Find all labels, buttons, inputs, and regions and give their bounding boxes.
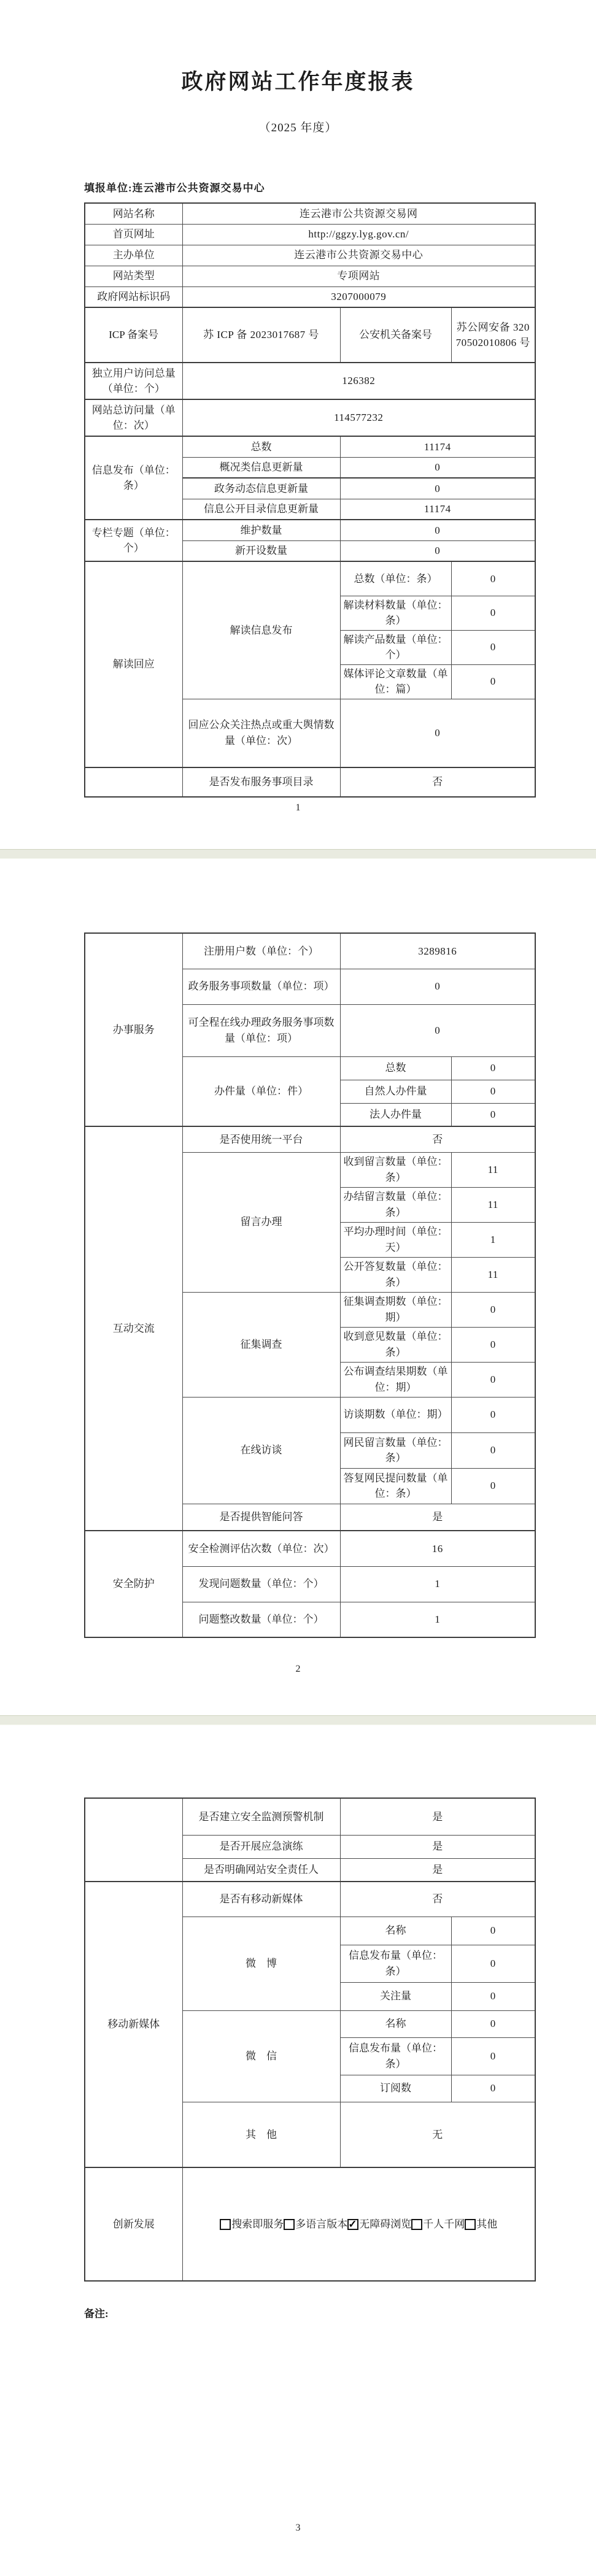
row-label: 主办单位: [85, 245, 182, 266]
row-label: 媒体评论文章数量（单位：篇）: [340, 664, 451, 699]
row-value: 11: [451, 1257, 535, 1292]
row-label: 是否有移动新媒体: [182, 1882, 340, 1917]
row-value: 否: [340, 1126, 535, 1152]
row-value: 是: [340, 1798, 535, 1835]
row-value: 0: [451, 1945, 535, 1982]
row-label: 解读材料数量（单位：条）: [340, 596, 451, 630]
row-label: 是否开展应急演练: [182, 1835, 340, 1858]
row-label: 政府网站标识码: [85, 286, 182, 307]
report-table-page3: [84, 1797, 536, 2282]
row-value: 1: [340, 1602, 535, 1637]
row-value: 0: [451, 1397, 535, 1432]
table-row: [85, 224, 535, 245]
row-value: 0: [340, 457, 535, 478]
row-label: 独立用户访问总量（单位：个）: [85, 363, 182, 399]
innovation-checkbox-3[interactable]: [411, 2219, 422, 2230]
row-value: 11: [451, 1187, 535, 1222]
row-label: 总数: [340, 1056, 451, 1080]
group-label-interpret-publish: 解读信息发布: [182, 561, 340, 699]
row-label: 关注量: [340, 1982, 451, 2010]
table-row: [85, 933, 535, 969]
innovation-option-2: [347, 2217, 411, 2232]
row-value: 11174: [340, 436, 535, 457]
row-label: 答复网民提问数量（单位：条）: [340, 1468, 451, 1504]
row-value: 是: [340, 1858, 535, 1882]
innovation-option-label: 无障碍浏览: [359, 2218, 412, 2230]
row-value: 0: [340, 520, 535, 540]
row-value: 0: [340, 540, 535, 561]
row-label: 征集调查期数（单位：期）: [340, 1292, 451, 1327]
row-value: 0: [451, 1292, 535, 1327]
report-page-3: [0, 1725, 596, 2576]
row-label: 订阅数: [340, 2075, 451, 2102]
row-value: 3207000079: [182, 286, 535, 307]
section-label-innovation: 创新发展: [85, 2167, 182, 2281]
table-row: [85, 286, 535, 307]
row-value: 否: [340, 1882, 535, 1917]
innovation-checkbox-2[interactable]: [347, 2219, 358, 2230]
section-label-service: 办事服务: [85, 933, 182, 1126]
row-label: 信息发布量（单位：条）: [340, 2037, 451, 2075]
row-value: 0: [451, 1917, 535, 1945]
row-value: http://ggzy.lyg.gov.cn/: [182, 224, 535, 245]
report-page-1: [0, 0, 596, 849]
row-value: 无: [340, 2102, 535, 2167]
row-label: 问题整改数量（单位：个）: [182, 1602, 340, 1637]
row-label: 名称: [340, 1917, 451, 1945]
table-row: [85, 1882, 535, 1917]
row-label: 访谈期数（单位：期）: [340, 1397, 451, 1432]
group-label-cases: 办件量（单位：件）: [182, 1056, 340, 1126]
row-value: 126382: [182, 363, 535, 399]
table-row: [85, 399, 535, 436]
table-row: [85, 561, 535, 596]
empty-section-cell: [85, 767, 182, 797]
innovation-option-4: [465, 2217, 497, 2232]
innovation-options-cell: [182, 2167, 535, 2281]
table-row: [85, 1531, 535, 1566]
innovation-option-label: 多语言版本: [295, 2218, 348, 2230]
innovation-checkbox-0[interactable]: [220, 2219, 231, 2230]
table-row: [85, 767, 535, 797]
row-label: 法人办件量: [340, 1103, 451, 1126]
row-value: 连云港市公共资源交易网: [182, 203, 535, 224]
row-value: 是: [340, 1504, 535, 1531]
innovation-option-label: 其他: [476, 2218, 498, 2230]
row-label: 是否使用统一平台: [182, 1126, 340, 1152]
row-value: 专项网站: [182, 266, 535, 286]
row-label: 网站总访问量（单位：次）: [85, 399, 182, 436]
report-year-subtitle: （2025 年度）: [258, 121, 338, 134]
innovation-options: [185, 2217, 533, 2232]
page-separator: [0, 1715, 596, 1725]
row-value: 0: [451, 2075, 535, 2102]
row-value: 0: [451, 1362, 535, 1397]
row-label: 公开答复数量（单位：条）: [340, 1257, 451, 1292]
row-label: 新开设数量: [182, 540, 340, 561]
page-separator: [0, 849, 596, 859]
row-label: 网站类型: [85, 266, 182, 286]
row-value: 114577232: [182, 399, 535, 436]
row-value: 否: [340, 767, 535, 797]
table-row: [85, 203, 535, 224]
row-value: 0: [340, 1004, 535, 1056]
report-table-page1: [84, 202, 536, 798]
innovation-option-0: [220, 2217, 284, 2232]
row-value: 11: [451, 1152, 535, 1187]
row-label: 信息公开目录信息更新量: [182, 499, 340, 520]
table-row: [85, 1798, 535, 1835]
row-label: 是否建立安全监测预警机制: [182, 1798, 340, 1835]
section-label-security: 安全防护: [85, 1531, 182, 1637]
table-row-icp: [85, 307, 535, 363]
row-label: 是否发布服务事项目录: [182, 767, 340, 797]
group-label-wechat: 微 信: [182, 2010, 340, 2102]
row-label: 是否明确网站安全责任人: [182, 1858, 340, 1882]
innovation-checkbox-1[interactable]: [284, 2219, 295, 2230]
section-label-info-publish: 信息发布（单位：条）: [85, 436, 182, 520]
row-label: 名称: [340, 2010, 451, 2037]
row-value: 连云港市公共资源交易中心: [182, 245, 535, 266]
row-label: 概况类信息更新量: [182, 457, 340, 478]
row-value: 0: [451, 1056, 535, 1080]
table-row: [85, 266, 535, 286]
table-row: [85, 363, 535, 399]
row-label: 首页网址: [85, 224, 182, 245]
row-label: ICP 备案号: [85, 307, 182, 363]
group-label-survey: 征集调查: [182, 1292, 340, 1397]
row-label: 网民留言数量（单位：条）: [340, 1432, 451, 1468]
row-value: 0: [451, 1432, 535, 1468]
row-value: 0: [451, 1327, 535, 1362]
section-label-mobile: 移动新媒体: [85, 1882, 182, 2167]
table-row: [85, 2167, 535, 2281]
row-value: 0: [451, 1982, 535, 2010]
row-label: 收到留言数量（单位：条）: [340, 1152, 451, 1187]
icp-number: 苏 ICP 备 2023017687 号: [182, 307, 340, 363]
reporting-unit-label: 填报单位:连云港市公共资源交易中心: [84, 182, 265, 194]
row-value: 0: [340, 478, 535, 499]
notes-label: 备注:: [84, 2308, 109, 2320]
page-title: 政府网站工作年度报表: [181, 70, 415, 94]
row-value: 0: [451, 561, 535, 596]
row-value: 0: [451, 1468, 535, 1504]
row-value: 0: [451, 630, 535, 664]
table-row: [85, 436, 535, 457]
report-page-2: [0, 859, 596, 1715]
page-number-3: 3: [295, 2523, 301, 2533]
row-label: 收到意见数量（单位：条）: [340, 1327, 451, 1362]
row-label: 注册用户数（单位：个）: [182, 933, 340, 969]
innovation-option-label: 千人千网: [423, 2218, 465, 2230]
table-row: [85, 1126, 535, 1152]
row-label: 政务动态信息更新量: [182, 478, 340, 499]
row-value: 0: [451, 664, 535, 699]
group-label-weibo: 微 博: [182, 1917, 340, 2010]
row-label: 网站名称: [85, 203, 182, 224]
row-value: 0: [451, 1080, 535, 1103]
row-value: 0: [340, 969, 535, 1004]
row-label: 是否提供智能问答: [182, 1504, 340, 1531]
innovation-option-1: [284, 2217, 347, 2232]
row-label: 发现问题数量（单位：个）: [182, 1566, 340, 1602]
row-label: 政务服务事项数量（单位：项）: [182, 969, 340, 1004]
row-label: 公布调查结果期数（单位：期）: [340, 1362, 451, 1397]
table-row: [85, 520, 535, 540]
row-label: 安全检测评估次数（单位：次）: [182, 1531, 340, 1566]
row-label: 公安机关备案号: [340, 307, 451, 363]
group-label-interview: 在线访谈: [182, 1397, 340, 1504]
innovation-checkbox-4[interactable]: [465, 2219, 476, 2230]
section-label-interaction: 互动交流: [85, 1126, 182, 1531]
group-label-other: 其 他: [182, 2102, 340, 2167]
police-record-number: 苏公网安备 32070502010806 号: [451, 307, 535, 363]
table-row: [85, 245, 535, 266]
row-label: 可全程在线办理政务服务事项数量（单位：项）: [182, 1004, 340, 1056]
section-label-columns: 专栏专题（单位：个）: [85, 520, 182, 561]
group-label-messages: 留言办理: [182, 1152, 340, 1292]
page-number-1: 1: [295, 802, 301, 813]
row-label: 信息发布量（单位：条）: [340, 1945, 451, 1982]
row-label: 自然人办件量: [340, 1080, 451, 1103]
row-label: 总数（单位：条）: [340, 561, 451, 596]
row-label: 解读产品数量（单位：个）: [340, 630, 451, 664]
page-number-2: 2: [295, 1664, 301, 1674]
row-value: 11174: [340, 499, 535, 520]
row-label: 维护数量: [182, 520, 340, 540]
row-label: 回应公众关注热点或重大舆情数量（单位：次）: [182, 699, 340, 767]
row-value: 0: [340, 699, 535, 767]
row-label: 平均办理时间（单位：天）: [340, 1222, 451, 1257]
row-value: 0: [451, 596, 535, 630]
section-label-interpret: 解读回应: [85, 561, 182, 767]
innovation-option-3: [411, 2217, 465, 2232]
report-table-page2: [84, 932, 536, 1638]
row-value: 16: [340, 1531, 535, 1566]
row-value: 0: [451, 2037, 535, 2075]
empty-section-cell: [85, 1798, 182, 1882]
row-value: 0: [451, 1103, 535, 1126]
row-value: 3289816: [340, 933, 535, 969]
row-value: 1: [340, 1566, 535, 1602]
row-value: 是: [340, 1835, 535, 1858]
row-label: 总数: [182, 436, 340, 457]
innovation-option-label: 搜索即服务: [231, 2218, 284, 2230]
row-label: 办结留言数量（单位：条）: [340, 1187, 451, 1222]
row-value: 0: [451, 2010, 535, 2037]
row-value: 1: [451, 1222, 535, 1257]
